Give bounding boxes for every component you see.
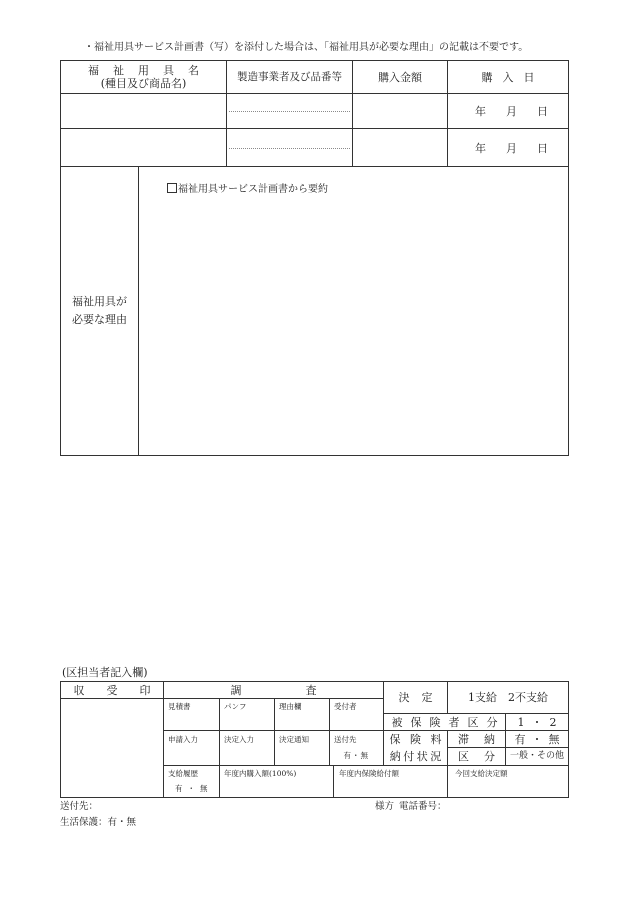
- arrears-options: 有・無: [514, 732, 566, 746]
- reason-label-line1: 福祉用具が: [72, 295, 127, 308]
- row1-manufacturer-cell[interactable]: [226, 93, 353, 129]
- arrears-label: 滞納: [458, 732, 510, 746]
- current-payment-decision-label: 今回支給決定額: [455, 769, 508, 778]
- survey-header: [163, 681, 384, 699]
- pamphlet-label: パンフ: [224, 702, 247, 711]
- decision-input-label: 決定入力: [224, 735, 254, 744]
- reason-field-label: 理由欄: [279, 702, 302, 711]
- category-label: 区分: [458, 750, 510, 763]
- reason-field-cell[interactable]: [274, 698, 330, 731]
- row1-amount-cell[interactable]: [352, 93, 448, 129]
- premium-label: 保険料: [389, 733, 451, 746]
- insured-category-label: 被保険者区分: [391, 715, 506, 729]
- year-label: 年: [475, 141, 486, 155]
- decision-label-cell: [383, 681, 448, 714]
- row1-purchase-date-cell[interactable]: [447, 93, 569, 129]
- annual-purchase-label: 年度内購入額(100%): [224, 769, 297, 778]
- decision-input-cell[interactable]: [219, 730, 275, 766]
- dotted-guide-line: [229, 111, 350, 112]
- send-to-options: 有・無: [343, 751, 369, 760]
- footer-phone-label: 電話番号：: [399, 801, 447, 812]
- category-options-cell[interactable]: [505, 747, 569, 766]
- application-input-label: 申請入力: [168, 735, 198, 744]
- insured-category-options-cell[interactable]: [505, 713, 569, 731]
- annual-purchase-cell[interactable]: [219, 765, 334, 798]
- category-options: 一般・その他: [509, 751, 564, 761]
- header-amount: [352, 60, 448, 94]
- footer-household-suffix: 様方: [375, 801, 395, 812]
- decision-option-pay: 1支給: [468, 691, 497, 704]
- annual-insurance-benefit-cell[interactable]: [333, 765, 448, 798]
- payment-history-options: 有・無: [175, 784, 213, 793]
- row2-amount-cell[interactable]: [352, 128, 448, 167]
- send-to-label: 送付先: [334, 735, 357, 744]
- header-item-name-sub: (種目及び商品名): [100, 77, 187, 90]
- month-label: 月: [506, 105, 517, 118]
- header-manufacturer: [226, 60, 353, 94]
- payment-history-label: 支給履歴: [168, 769, 198, 778]
- receipt-stamp-area[interactable]: [60, 698, 164, 798]
- receptionist-cell[interactable]: [329, 698, 384, 731]
- payment-history-cell[interactable]: [163, 765, 220, 798]
- reason-text-area[interactable]: [138, 166, 569, 456]
- dotted-guide-line: [229, 148, 350, 149]
- header-purchase-date: [447, 60, 569, 94]
- row2-item-name-cell[interactable]: [60, 128, 227, 167]
- category-label-cell: [447, 747, 510, 766]
- decision-option-no-pay: 2不支給: [508, 691, 548, 704]
- payment-status-label: 納付状況: [389, 750, 444, 763]
- survey-label: 調査: [230, 683, 381, 697]
- premium-payment-status-cell: [383, 730, 451, 766]
- header-manufacturer-label: 製造事業者及び品番等: [237, 70, 342, 83]
- summary-from-plan-option[interactable]: [167, 183, 328, 196]
- send-to-cell[interactable]: [329, 730, 384, 766]
- summary-checkbox-label: 福祉用具サービス計画書から要約: [178, 184, 328, 195]
- row2-manufacturer-cell[interactable]: [226, 128, 353, 167]
- decision-notice-cell[interactable]: [274, 730, 330, 766]
- footer-welfare: 生活保護：有・無: [60, 817, 137, 828]
- pamphlet-cell[interactable]: [219, 698, 275, 731]
- application-input-cell[interactable]: [163, 730, 220, 766]
- office-section-caption: (区担当者記入欄): [62, 666, 148, 679]
- reason-label-line2: 必要な理由: [72, 313, 127, 326]
- receipt-stamp-header: [60, 681, 173, 699]
- arrears-label-cell: [447, 730, 510, 748]
- header-item-name: [60, 60, 227, 94]
- decision-options-cell[interactable]: [447, 681, 569, 714]
- receipt-stamp-label: 収受印: [73, 683, 173, 697]
- year-label: 年: [475, 105, 486, 118]
- estimate-cell[interactable]: [163, 698, 220, 731]
- insured-category-label-cell: [383, 713, 506, 731]
- row2-purchase-date-cell[interactable]: [447, 128, 569, 167]
- row1-item-name-cell[interactable]: [60, 93, 227, 129]
- decision-notice-label: 決定通知: [279, 735, 309, 744]
- header-item-name-label: 福祉用具名: [88, 64, 213, 77]
- day-label: 日: [537, 105, 548, 118]
- header-amount-label: 購入金額: [378, 70, 422, 84]
- header-purchase-date-label: 購入日: [481, 70, 545, 84]
- decision-label: 決定: [398, 691, 445, 704]
- attachment-note: ・福祉用具サービス計画書（写）を添付した場合は、「福祉用具が必要な理由」の記載は不要です。: [84, 42, 529, 53]
- day-label: 日: [537, 141, 548, 155]
- annual-insurance-benefit-label: 年度内保険給付額: [339, 769, 399, 778]
- summary-checkbox[interactable]: [167, 183, 177, 193]
- arrears-options-cell[interactable]: [505, 730, 569, 748]
- receptionist-label: 受付者: [334, 702, 357, 711]
- insured-category-options: 1・2: [517, 715, 564, 729]
- month-label: 月: [506, 141, 517, 155]
- estimate-label: 見積書: [168, 702, 191, 711]
- current-payment-decision-cell[interactable]: [447, 765, 569, 798]
- reason-label-cell: [60, 166, 139, 456]
- footer-send-to: 送付先：: [60, 801, 99, 812]
